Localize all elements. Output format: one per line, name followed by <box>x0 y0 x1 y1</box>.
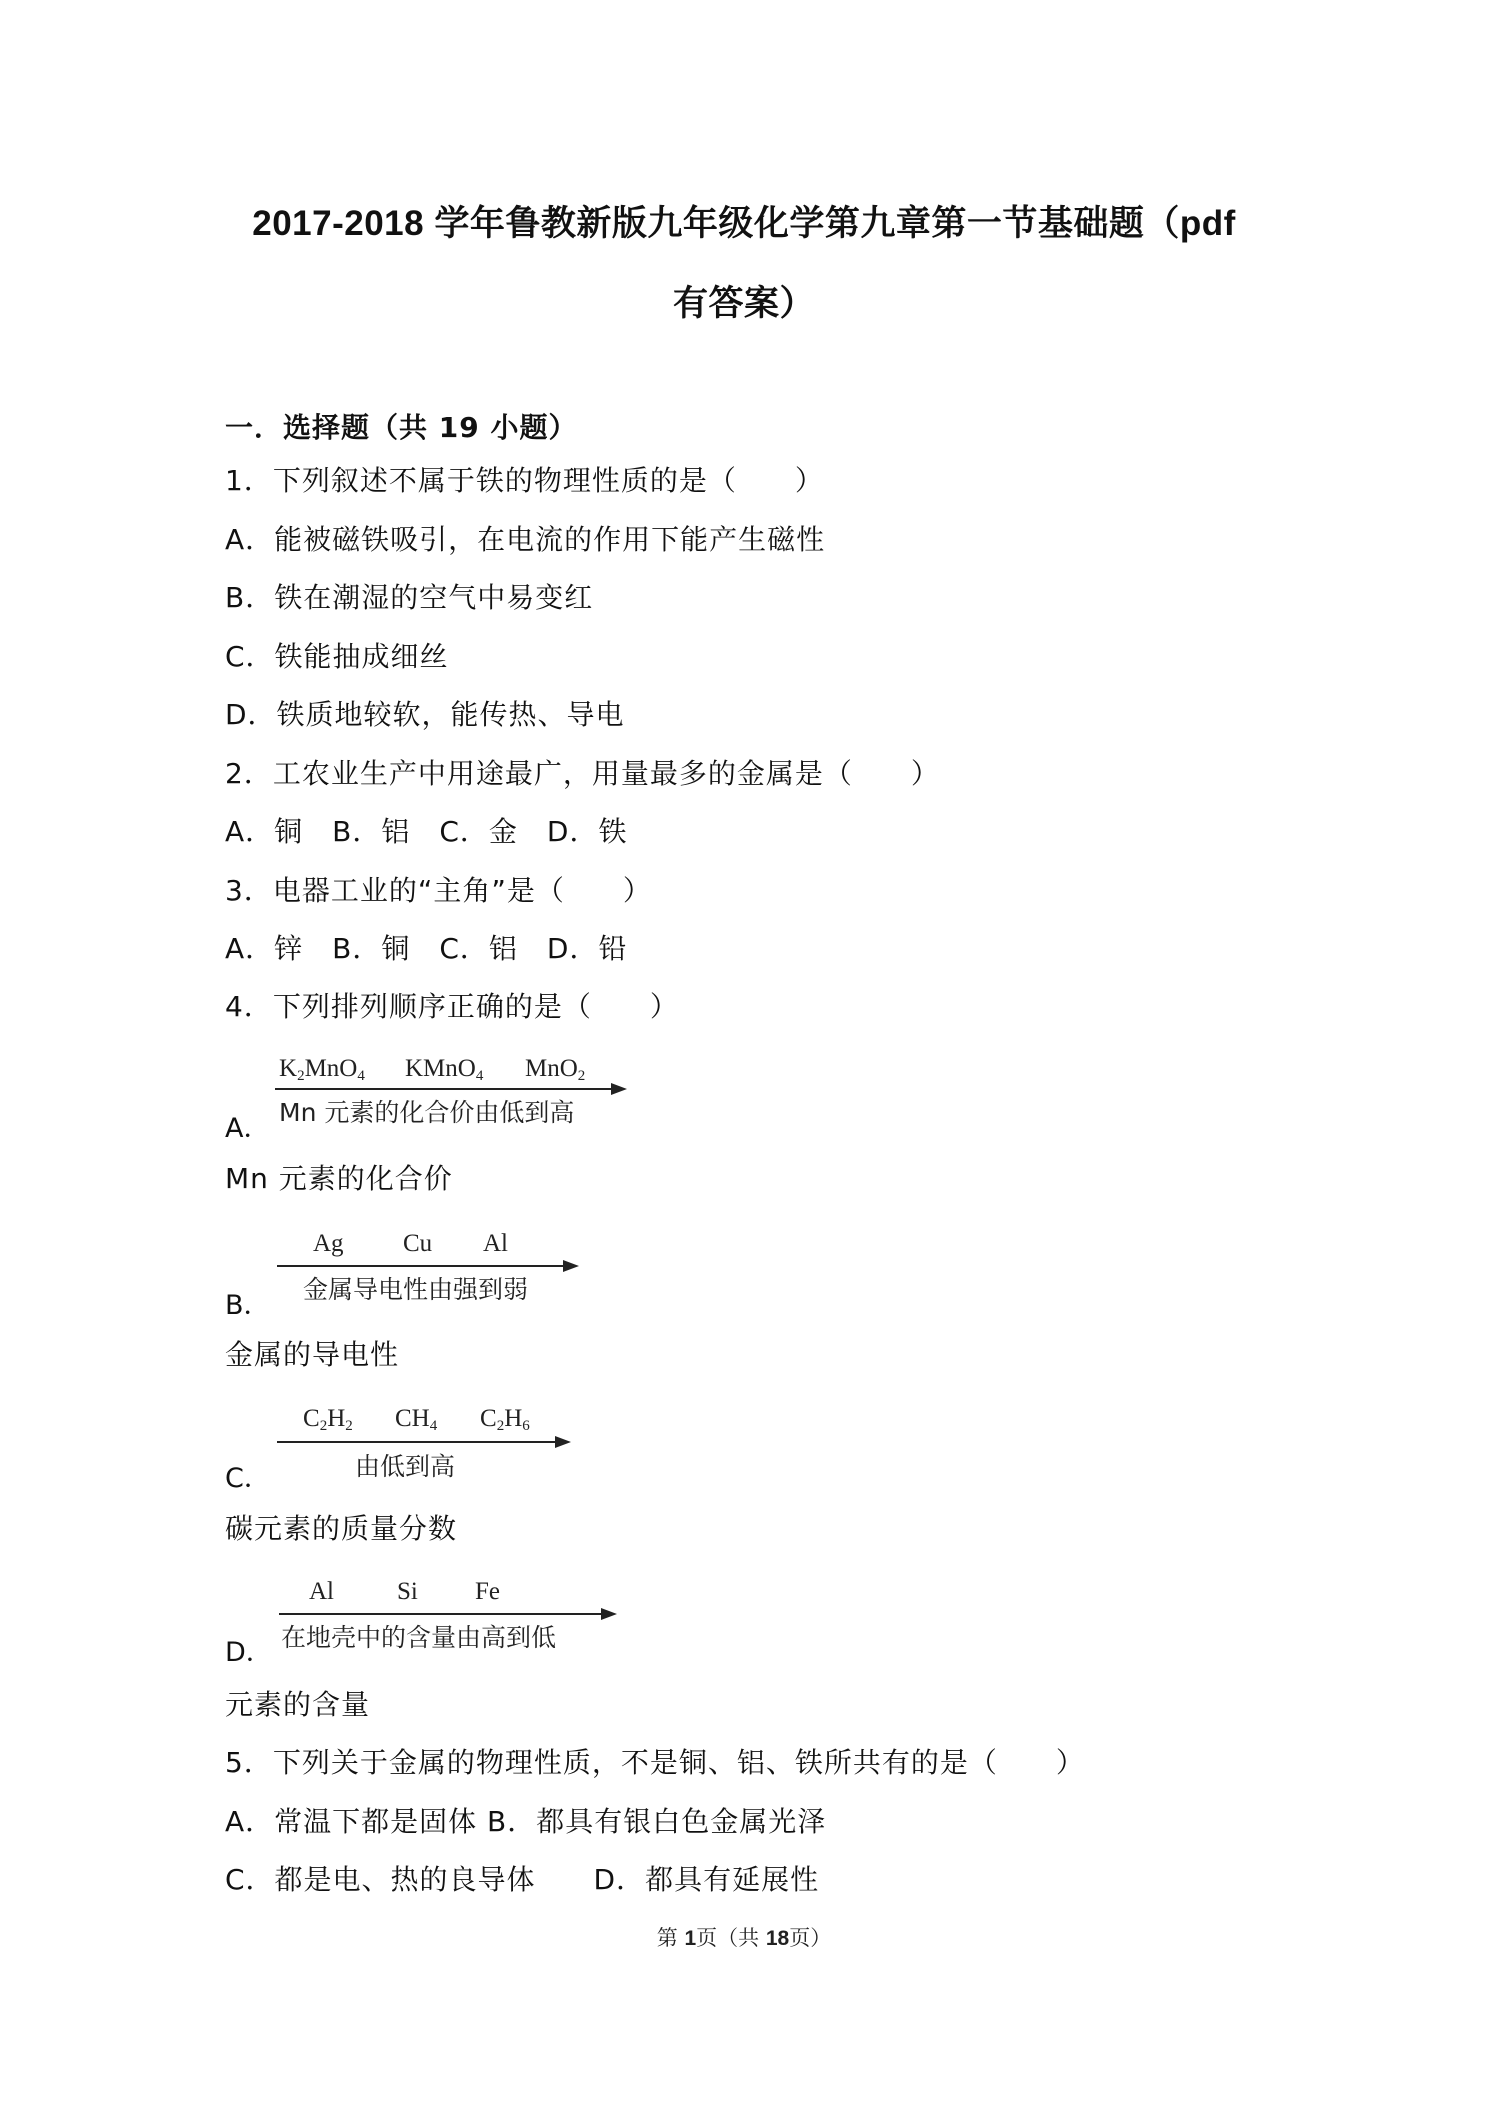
question-5-stem: 5．下列关于金属的物理性质，不是铜、铝、铁所共有的是（ ） <box>225 1746 1085 1779</box>
question-5-options-ab: A．常温下都是固体 B．都具有银白色金属光泽 <box>225 1805 827 1838</box>
arrow-line <box>275 1088 615 1090</box>
arrow-head <box>611 1083 627 1095</box>
footer-suffix: 页） <box>789 1926 832 1950</box>
question-4-stem: 4．下列排列顺序正确的是（ ） <box>225 990 679 1023</box>
symbol-cu: Cu <box>403 1230 433 1257</box>
page-footer <box>0 1922 1488 1952</box>
question-4-option-d-caption: 元素的含量 <box>225 1688 371 1721</box>
question-1-option-b: B．铁在潮湿的空气中易变红 <box>225 581 594 614</box>
symbol-si: Si <box>397 1578 418 1605</box>
question-2-stem: 2．工农业生产中用途最广，用量最多的金属是（ ） <box>225 757 940 790</box>
question-4-option-d-figure <box>275 1578 625 1652</box>
arrow-caption: Mn 元素的化合价由低到高 <box>279 1098 575 1127</box>
symbol-fe: Fe <box>475 1578 500 1605</box>
symbol-ag: Ag <box>313 1230 344 1257</box>
arrow-head <box>601 1608 617 1620</box>
formula-kmno4: KMnO$_4$ <box>405 1055 484 1084</box>
arrow-line <box>277 1265 567 1267</box>
arrow-caption: 金属导电性由强到弱 <box>303 1275 529 1304</box>
question-4-option-c-figure <box>275 1405 595 1481</box>
formula-c2h2: $C_2H_2$ <box>303 1405 353 1434</box>
arrow-head <box>563 1260 579 1272</box>
arrow-caption: 在地壳中的含量由高到低 <box>281 1623 557 1652</box>
formula-mno2: MnO$_2$ <box>525 1055 586 1084</box>
question-1-option-d: D．铁质地较软，能传热、导电 <box>225 698 625 731</box>
question-5-options-cd: C．都是电、热的良导体 D．都具有延展性 <box>225 1863 820 1896</box>
question-3-stem: 3．电器工业的“主角”是（ ） <box>225 874 652 907</box>
footer-page-number: 1 <box>684 1927 697 1950</box>
formula-ch4: $CH_4$ <box>395 1405 438 1434</box>
question-4-option-b-figure <box>275 1230 595 1304</box>
formula-c2h6: $C_2H_6$ <box>480 1405 530 1434</box>
question-4-option-a-caption: Mn 元素的化合价 <box>225 1162 453 1195</box>
footer-total-pages: 18 <box>765 1927 790 1950</box>
section-heading: 一．选择题（共 19 小题） <box>225 411 578 444</box>
arrow-line <box>277 1441 559 1443</box>
question-2-options: A．铜 B．铝 C．金 D．铁 <box>225 815 628 848</box>
arrow-line <box>279 1613 605 1615</box>
symbol-al: Al <box>309 1578 334 1605</box>
question-1-option-c: C．铁能抽成细丝 <box>225 640 449 673</box>
question-1-option-a: A．能被磁铁吸引，在电流的作用下能产生磁性 <box>225 523 826 556</box>
footer-middle: 页（共 <box>696 1926 766 1950</box>
question-3-options: A．锌 B．铜 C．铝 D．铅 <box>225 932 628 965</box>
arrow-caption: 由低到高 <box>355 1452 456 1481</box>
symbol-al: Al <box>483 1230 508 1257</box>
question-4-option-d-label: D． <box>225 1637 273 1668</box>
formula-k2mno4: $K_2MnO_4$ <box>279 1055 365 1084</box>
footer-prefix: 第 <box>656 1926 685 1950</box>
question-1-stem: 1．下列叙述不属于铁的物理性质的是（ ） <box>225 464 824 497</box>
arrow-head <box>555 1436 571 1448</box>
document-title-line2: 有答案） <box>672 284 815 323</box>
question-4-option-a-label: A． <box>225 1113 271 1144</box>
question-4-option-a-figure <box>275 1055 635 1125</box>
question-4-option-c-label: C． <box>225 1463 271 1494</box>
question-4-option-b-caption: 金属的导电性 <box>225 1338 400 1371</box>
question-4-option-b-label: B． <box>225 1290 271 1321</box>
question-4-option-c-caption: 碳元素的质量分数 <box>225 1512 458 1545</box>
document-title-line1: 2017-2018 学年鲁教新版九年级化学第九章第一节基础题（pdf <box>252 204 1236 243</box>
